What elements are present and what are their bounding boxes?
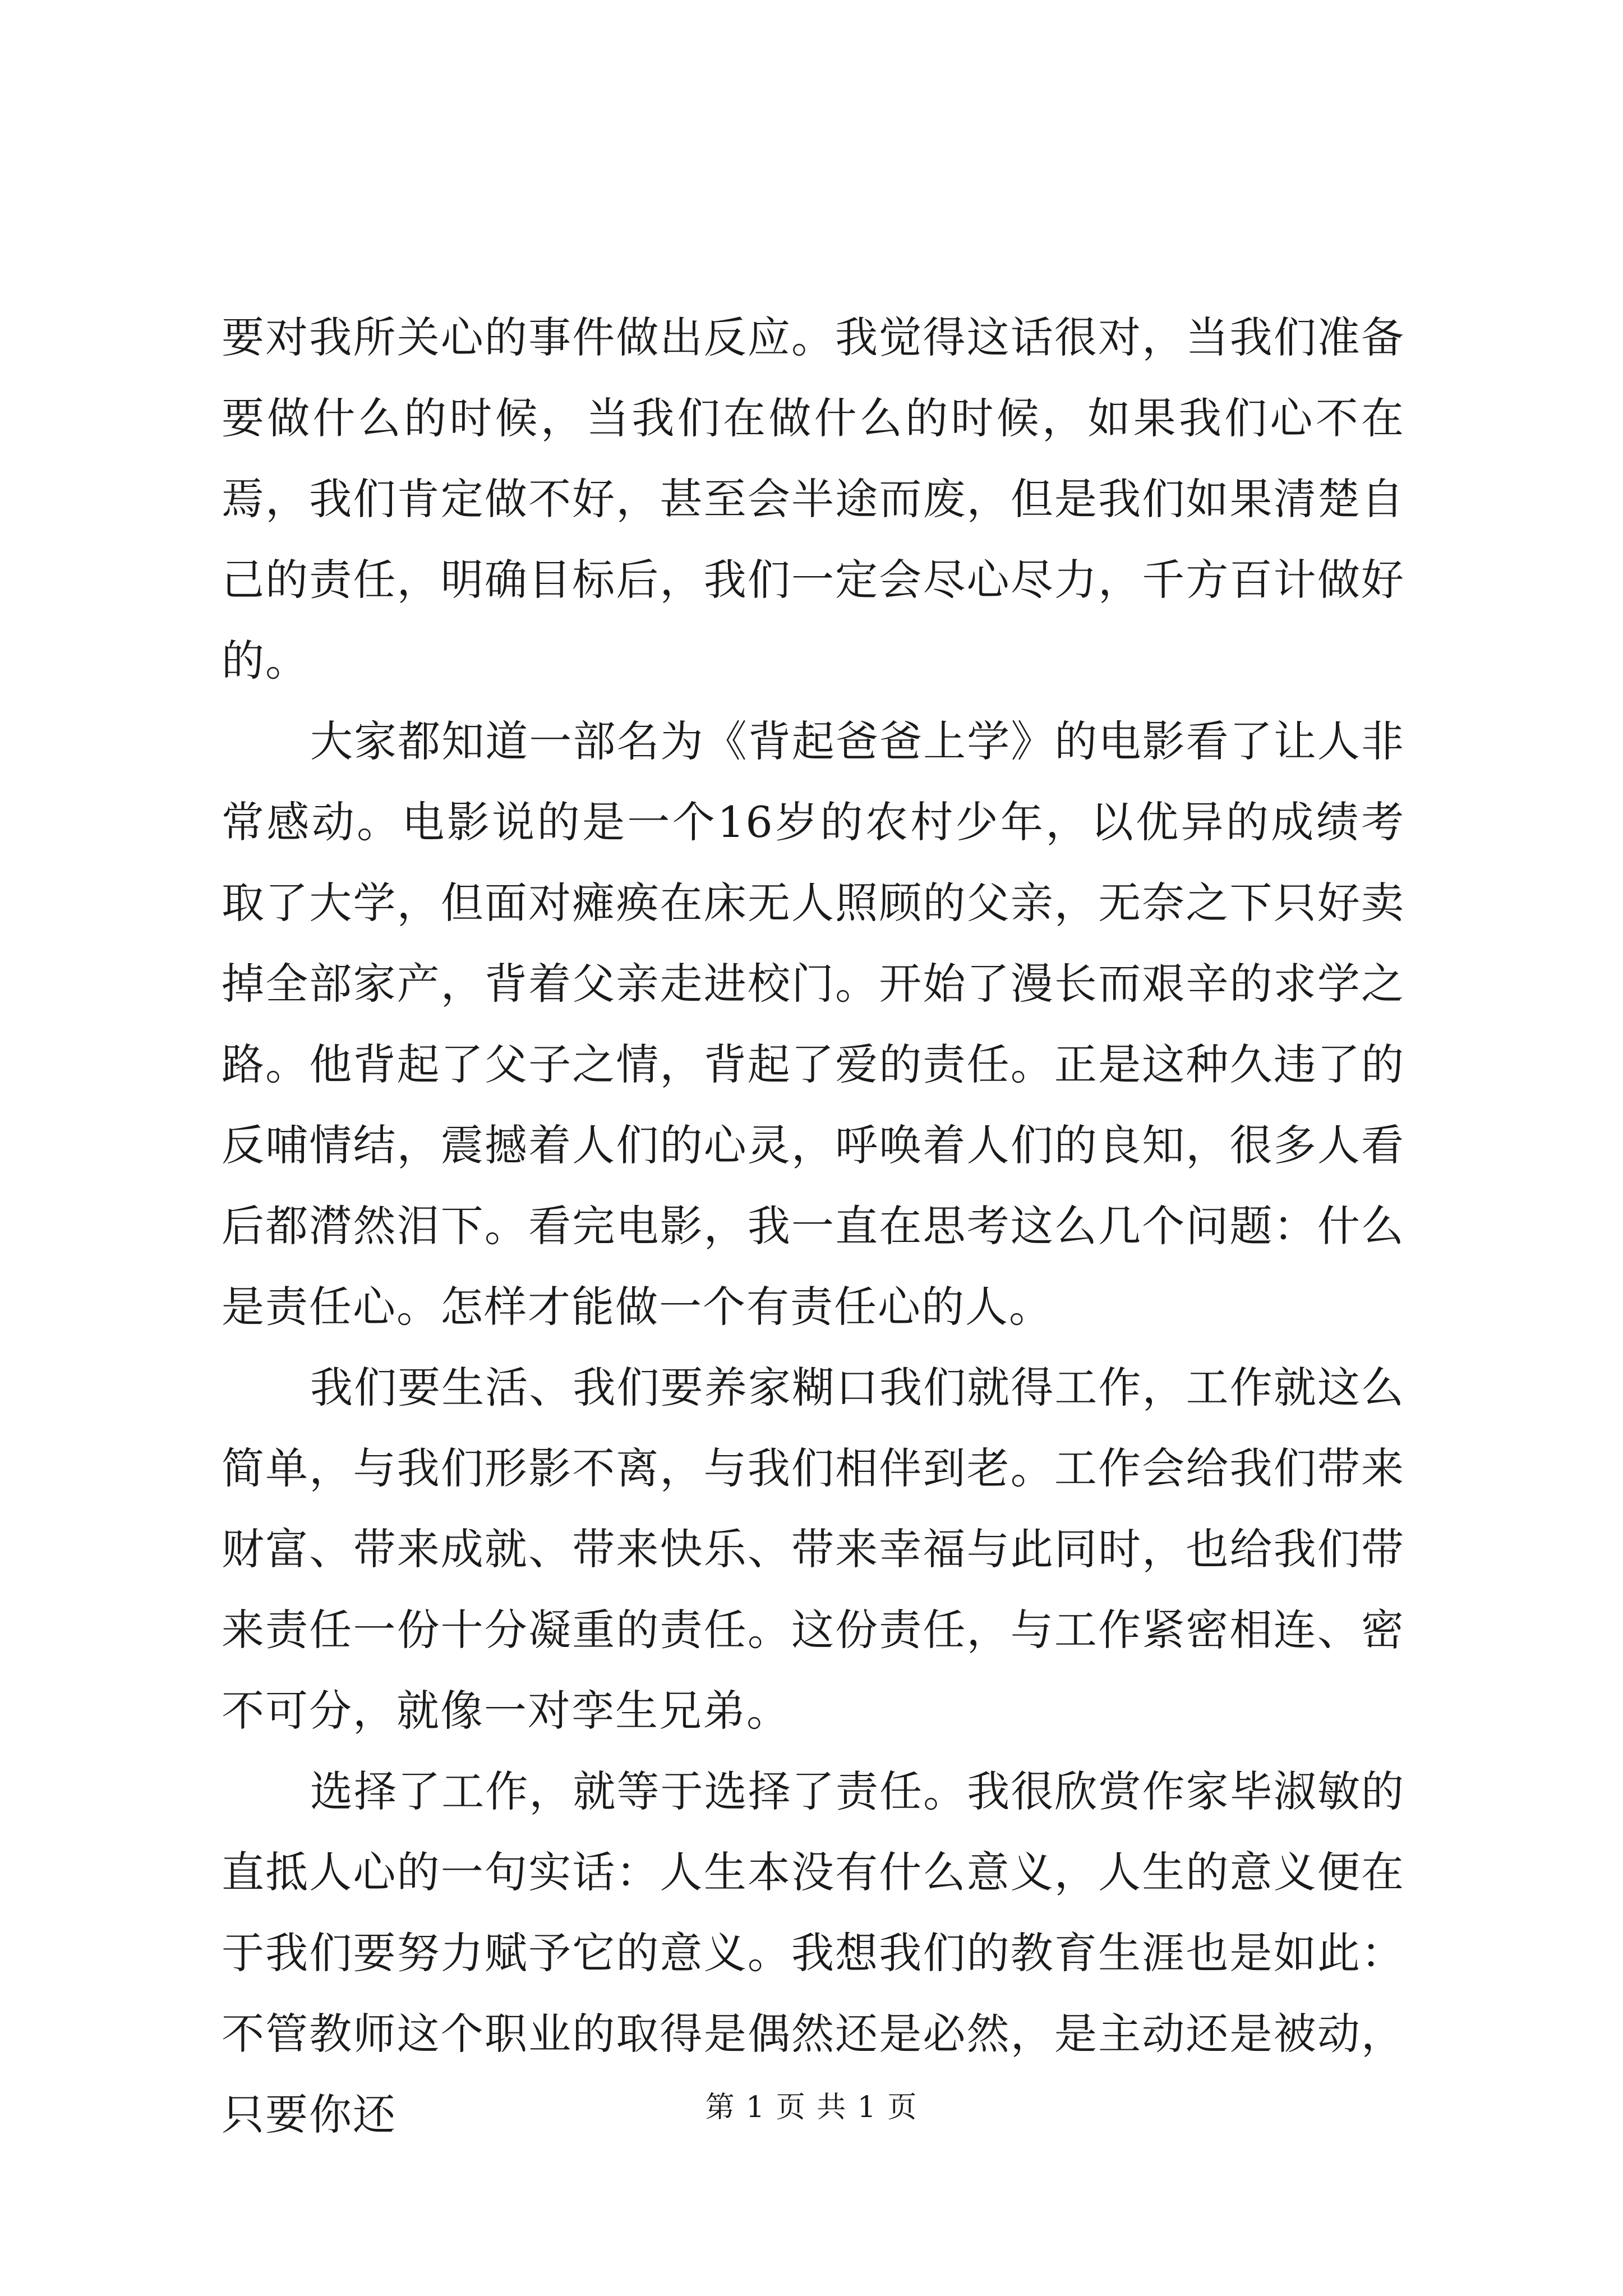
paragraph-2: 大家都知道一部名为《背起爸爸上学》的电影看了让人非常感动。电影说的是一个16岁的农村少年，以优异的成绩考取了大学，但面对瘫痪在床无人照顾的父亲，无奈之下只好卖掉全部家产，背着父亲走进校门。开始了漫长而艰辛的求学之路。他背起了父子之情，背起了爱的责任。正是这种久违了的反哺情结，震撼着人们的心灵，呼唤着人们的良知，很多人看后都潸然泪下。看完电影，我一直在思考这么几个问题：什么是责任心。怎样才能做一个有责任心的人。 [222, 716, 1405, 1332]
paragraph-4: 选择了工作，就等于选择了责任。我很欣赏作家毕淑敏的直抵人心的一句实话：人生本没有什么意义，人生的意义便在于我们要努力赋予它的意义。我想我们的教育生涯也是如此：不管教师这个职业的取得是偶然还是必然，是主动还是被动，只要你还 [222, 1766, 1405, 2139]
document-body [222, 297, 1405, 2155]
page-footer: 第 1 页 共 1 页 [705, 2091, 918, 2124]
paragraph-1: 要对我所关心的事件做出反应。我觉得这话很对，当我们准备要做什么的时候，当我们在做什么的时候，如果我们心不在焉，我们肯定做不好，甚至会半途而废，但是我们如果清楚自己的责任，明确目标后，我们一定会尽心尽力，千方百计做好的。 [222, 312, 1405, 685]
paragraph-3: 我们要生活、我们要养家糊口我们就得工作，工作就这么简单，与我们形影不离，与我们相伴到老。工作会给我们带来财富、带来成就、带来快乐、带来幸福与此同时，也给我们带来责任一份十分凝重的责任。这份责任，与工作紧密相连、密不可分，就像一对孪生兄弟。 [222, 1363, 1405, 1736]
